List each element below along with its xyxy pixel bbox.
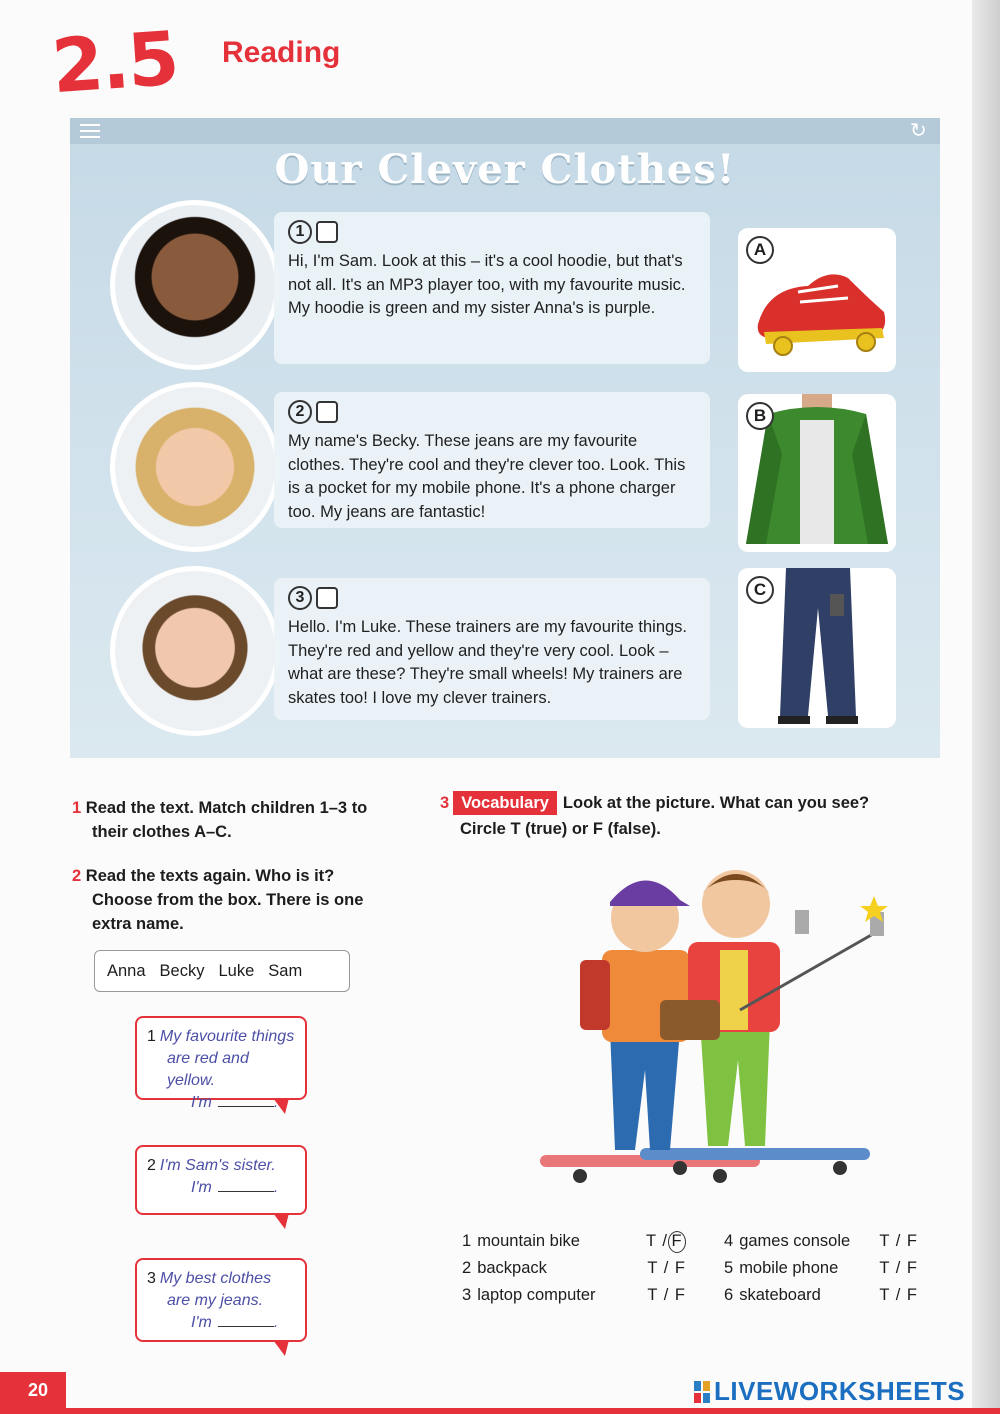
panel-title: Our Clever Clothes! [274,146,736,193]
exercise-instruction: Choose from the box. There is one [92,891,364,909]
exercise-instruction: their clothes A–C. [92,823,232,841]
tf-item-label: skateboard [739,1286,821,1304]
tf-true[interactable]: T / [647,1259,670,1277]
exercise-1 [72,796,432,844]
tf-true[interactable]: T / [646,1232,668,1250]
exercise-instruction: Look at the picture. What can you see? [562,794,870,812]
logo-text: LIVEWORKSHEETS [714,1376,966,1406]
bubble-end: . [273,1179,279,1196]
text-paragraph: Hello. I'm Luke. These trainers are my favourite things. They're red and yellow and they're very cool. Look – what are these? They're small wheels! My trainers are skates too! I love my clever trainers. [288,618,688,707]
true-false-list-right [724,1228,918,1309]
name-choice: Becky [159,961,205,980]
page-edge [972,0,1000,1414]
answer-box-2[interactable] [316,401,338,423]
tf-false-circled[interactable]: F [668,1231,686,1253]
picture-hoodie [738,394,896,552]
tf-item-number: 5 [724,1259,734,1277]
text-number: 2 [288,400,312,424]
exercise-instruction: Circle T (true) or F (false). [460,820,661,838]
picture-jeans [738,568,896,728]
bubble-text: I'm [191,1314,212,1331]
refresh-icon[interactable]: ↻ [910,120,927,142]
tf-item-label: laptop computer [477,1286,596,1304]
answer-blank-1[interactable] [218,1106,274,1107]
tf-item-label: mountain bike [477,1232,580,1250]
bubble-text: I'm [191,1094,212,1111]
tf-item-number: 4 [724,1232,734,1250]
logo-grid-icon [694,1381,710,1403]
tf-item-label: backpack [477,1259,547,1277]
tf-item [724,1282,918,1309]
bubble-text: My favourite things [159,1028,295,1045]
answer-blank-2[interactable] [218,1191,274,1192]
tf-item [462,1255,686,1282]
picture-letter: A [746,236,774,264]
exercise-instruction: Read the text. Match children 1–3 to [85,799,368,817]
bubble-number: 2 [147,1157,156,1174]
exercise-instruction: Read the texts again. Who is it? [85,867,335,885]
exercise-2 [72,864,432,936]
tf-item-number: 3 [462,1286,472,1304]
bubble-number: 1 [147,1028,156,1045]
avatar-luke [110,566,280,736]
text-number: 1 [288,220,312,244]
exercise-number: 3 [440,794,450,812]
section-title: Reading [222,36,341,69]
bubble-text: I'm [191,1179,212,1196]
picture-letter: B [746,402,774,430]
tf-item [724,1255,918,1282]
tf-false[interactable]: F [906,1259,918,1277]
tf-item-number: 2 [462,1259,472,1277]
exercise-number: 2 [72,867,82,885]
name-choice: Sam [268,961,303,980]
text-box-3 [274,578,710,720]
bubble-text: are my jeans. [167,1292,264,1309]
tf-false[interactable]: F [674,1259,686,1277]
tf-true[interactable]: T / [879,1259,902,1277]
bubble-end: . [273,1094,279,1111]
bubble-text: I'm Sam's sister. [159,1157,276,1174]
tf-item [462,1228,686,1255]
tf-item-number: 6 [724,1286,734,1304]
name-choice: Luke [218,961,255,980]
text-number: 3 [288,586,312,610]
name-choice-box [94,950,350,992]
tf-item-number: 1 [462,1232,472,1250]
bubble-text: are red and yellow. [167,1050,249,1089]
true-false-list-left [462,1228,686,1309]
tf-true[interactable]: T / [647,1286,670,1304]
text-box-2 [274,392,710,528]
exercise-3 [440,790,940,842]
picture-trainers [738,228,896,372]
bubble-text: My best clothes [159,1270,272,1287]
name-choice: Anna [107,961,146,980]
speech-bubble-2 [135,1145,307,1215]
text-paragraph: My name's Becky. These jeans are my favourite clothes. They're cool and they're clever too. Look. This is a pocket for my mobile phone. It's a phone charger too. My jeans are fantastic! [288,432,686,521]
picture-letter: C [746,576,774,604]
tf-item-label: games console [739,1232,851,1250]
footer-band [0,1408,1000,1414]
tf-item [724,1228,918,1255]
bubble-end: . [273,1314,279,1331]
text-box-1 [274,212,710,364]
vocabulary-badge: Vocabulary [453,791,557,815]
tf-true[interactable]: T / [879,1232,902,1250]
page-number: 20 [28,1380,49,1400]
answer-blank-3[interactable] [218,1326,274,1327]
answer-box-1[interactable] [316,221,338,243]
tf-false[interactable]: F [674,1286,686,1304]
exercise-number: 1 [72,799,82,817]
speech-bubble-3 [135,1258,307,1342]
panel-toolbar [70,118,940,144]
text-paragraph: Hi, I'm Sam. Look at this – it's a cool hoodie, but that's not all. It's an MP3 player too, with my favourite music. My hoodie is green and my sister Anna's is purple. [288,252,686,317]
avatar-becky [110,382,280,552]
menu-icon[interactable] [80,124,100,138]
tf-item [462,1282,686,1309]
speech-bubble-1 [135,1016,307,1111]
skateboard-selfie-illustration [540,850,920,1195]
tf-false[interactable]: F [906,1232,918,1250]
answer-box-3[interactable] [316,587,338,609]
tf-item-label: mobile phone [739,1259,839,1277]
liveworksheets-logo [694,1376,965,1407]
bubble-number: 3 [147,1270,156,1287]
avatar-sam [110,200,280,370]
tf-false[interactable]: F [906,1286,918,1304]
exercise-instruction: extra name. [92,915,184,933]
unit-number: 2.5 [49,15,180,111]
tf-true[interactable]: T / [879,1286,902,1304]
